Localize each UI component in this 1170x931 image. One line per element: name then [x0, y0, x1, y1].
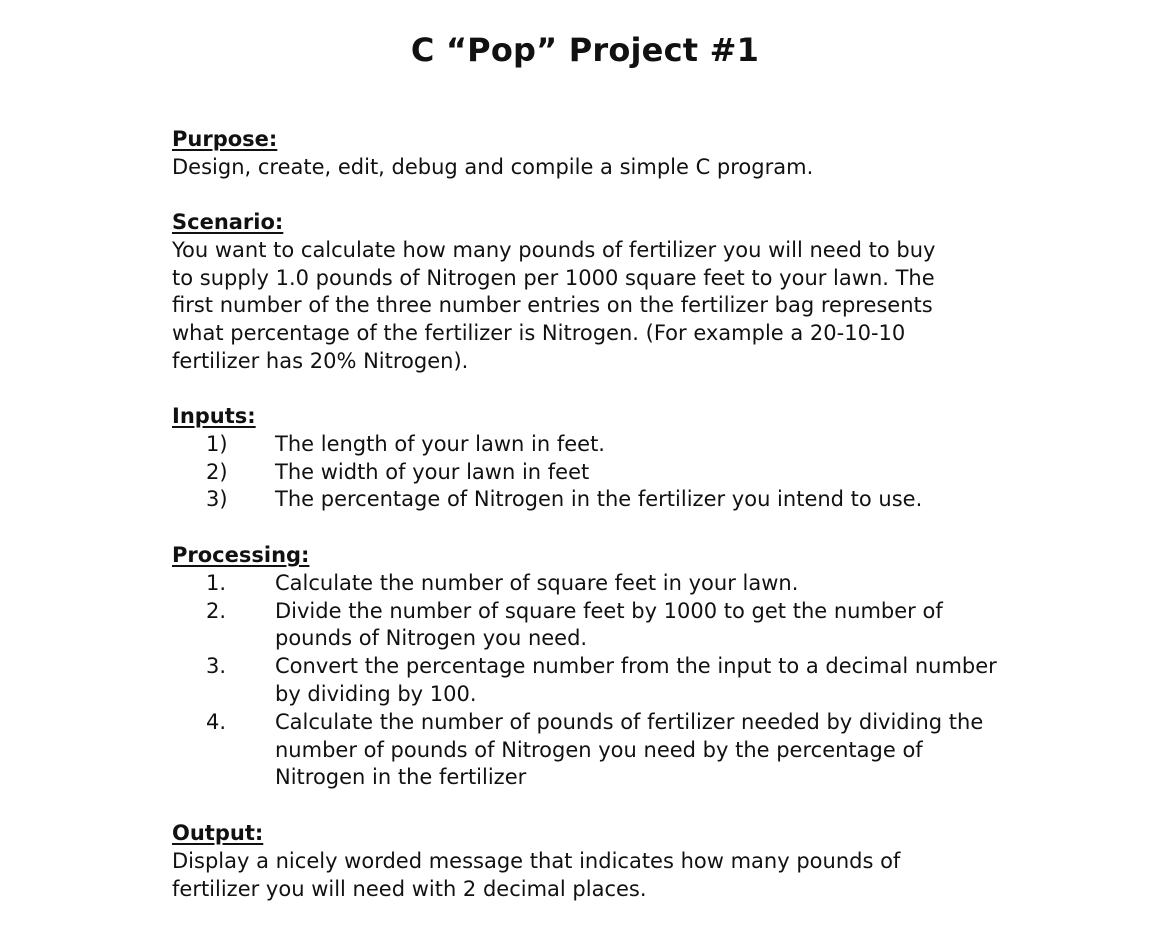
processing-section: [172, 542, 1012, 792]
list-item-number: 2.: [206, 598, 227, 623]
list-item: [172, 709, 1012, 792]
list-item-text: Calculate the number of square feet in your lawn.: [275, 570, 799, 595]
list-item-text: The percentage of Nitrogen in the fertilizer you intend to use.: [275, 487, 923, 512]
purpose-text: Design, create, edit, debug and compile a simple C program.: [172, 154, 814, 179]
list-item: [172, 486, 1012, 514]
scenario-section: [172, 209, 1012, 376]
output-heading: Output:: [172, 821, 264, 845]
list-item-text: The width of your lawn in feet: [275, 459, 590, 484]
processing-list: [172, 570, 1012, 792]
list-item-text: Calculate the number of pounds of fertilizer needed by dividing the number of pounds of Nitrogen you need by the percentage of Nitrogen in the fertilizer: [275, 709, 984, 790]
list-item: [172, 459, 1012, 487]
list-item: [172, 431, 1012, 459]
list-item: [172, 570, 1012, 598]
output-text: Display a nicely worded message that indicates how many pounds of fertilizer you will need with 2 decimal places.: [172, 848, 901, 901]
list-item-number: 1): [206, 431, 228, 456]
scenario-text: You want to calculate how many pounds of fertilizer you will need to buy to supply 1.0 pounds of Nitrogen per 1000 square feet to your lawn. The first number of the three number entries on the fertilizer bag represents what percentage of the fertilizer is Nitrogen. (For example a 20-10-10 fertilizer has 20% Nitrogen).: [172, 237, 936, 373]
inputs-heading: Inputs:: [172, 404, 256, 428]
inputs-list: [172, 431, 1012, 514]
list-item-text: Divide the number of square feet by 1000 to get the number of pounds of Nitrogen you need.: [275, 598, 943, 651]
list-item-text: Convert the percentage number from the input to a decimal number by dividing by 100.: [275, 654, 997, 706]
page-title: C “Pop” Project #1: [410, 31, 760, 69]
list-item-text: The length of your lawn in feet.: [275, 431, 605, 456]
list-item-number: 3): [206, 487, 228, 512]
output-section: [172, 820, 1012, 903]
list-item-number: 4.: [206, 709, 227, 734]
list-item-number: 2): [206, 459, 228, 484]
list-item-number: 3.: [206, 654, 227, 679]
scenario-heading: Scenario:: [172, 210, 284, 234]
list-item: [172, 653, 1012, 709]
list-item-number: 1.: [206, 570, 227, 595]
purpose-heading: Purpose:: [172, 127, 278, 151]
processing-heading: Processing:: [172, 543, 310, 567]
purpose-section: [172, 126, 1012, 182]
inputs-section: [172, 403, 1012, 514]
list-item: [172, 598, 1012, 654]
